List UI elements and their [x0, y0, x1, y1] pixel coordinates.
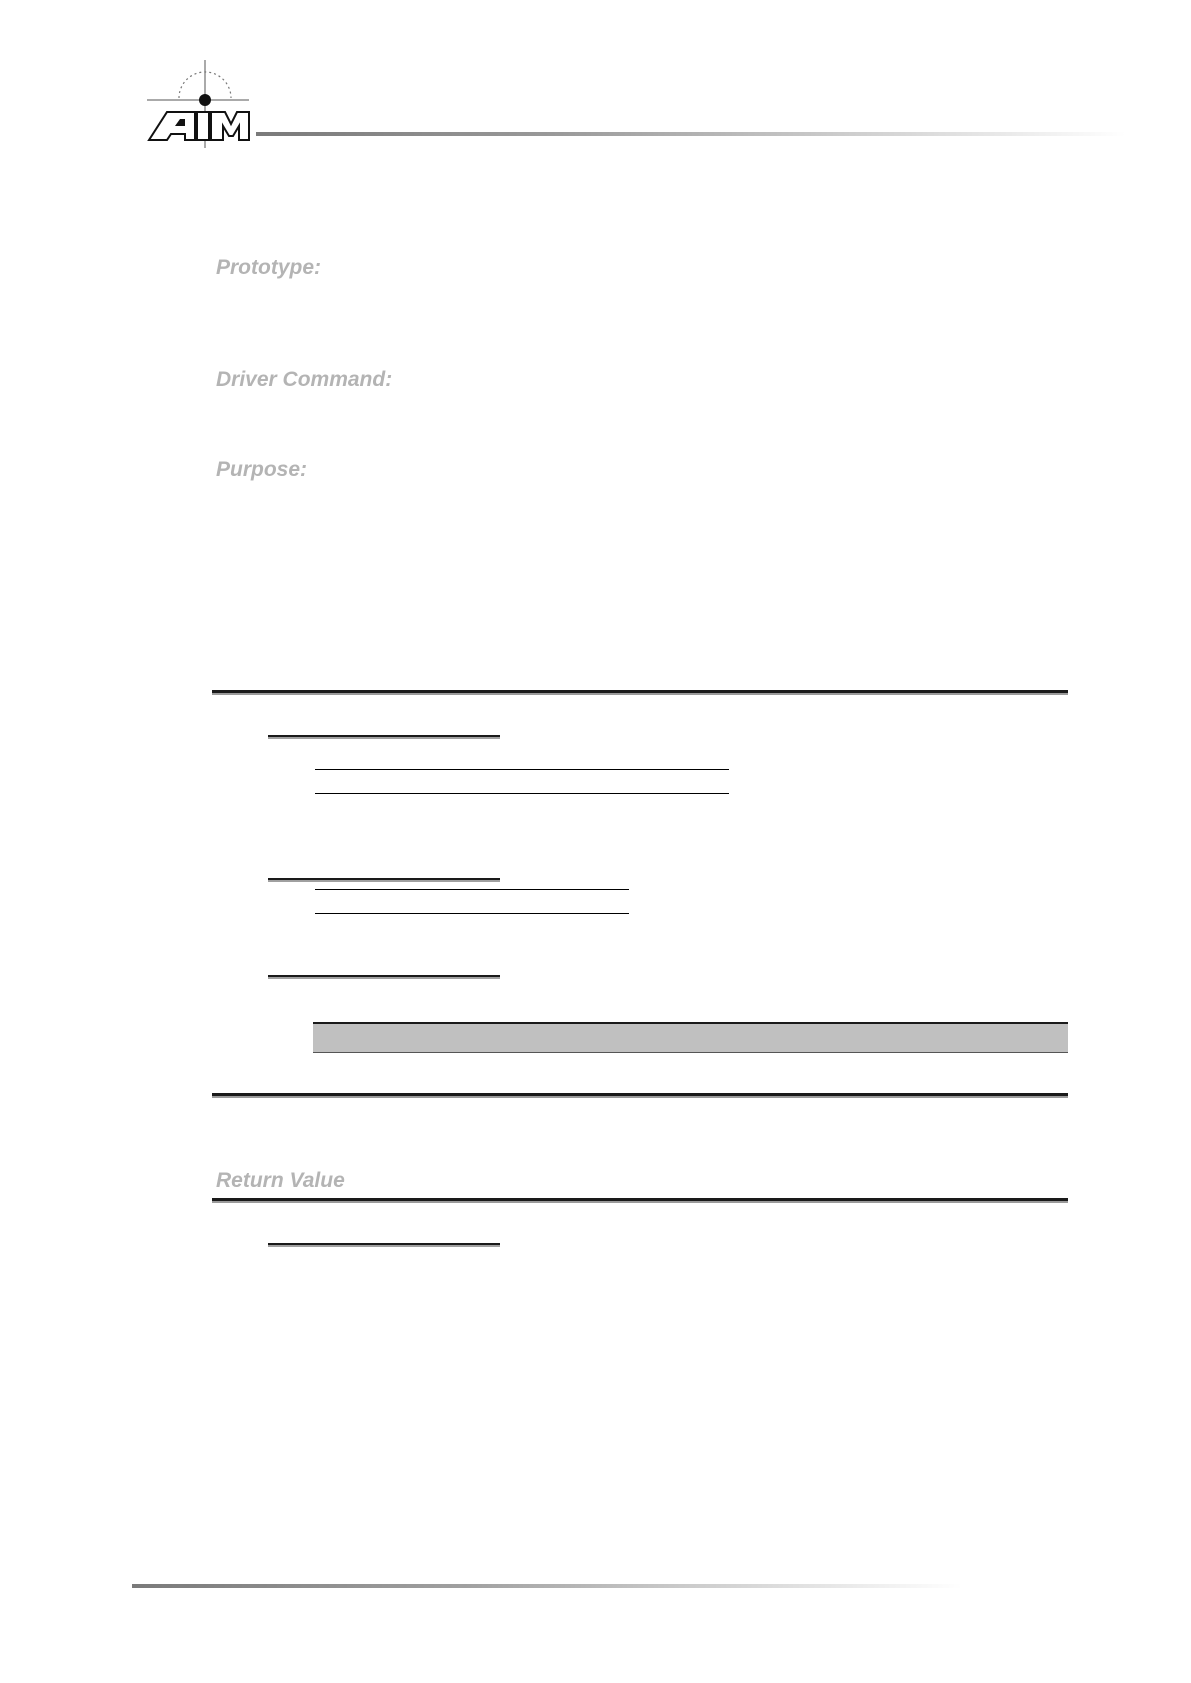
prototype-heading: Prototype:	[216, 256, 321, 279]
aim-logo-graphic	[145, 58, 255, 150]
purpose-heading: Purpose:	[216, 458, 308, 481]
param-group-rule-3	[268, 975, 500, 979]
header-rule	[256, 132, 1126, 136]
footer-rule	[132, 1584, 962, 1588]
param-table-header	[313, 1022, 1068, 1053]
aim-logo	[145, 58, 255, 150]
return-value-heading: Return Value	[216, 1169, 345, 1192]
parameters-top-rule	[212, 690, 1068, 695]
param-line-2b	[315, 913, 629, 914]
return-value-rule	[212, 1198, 1068, 1203]
param-line-1b	[315, 793, 729, 794]
param-line-2a	[315, 889, 629, 890]
parameters-bottom-rule	[212, 1093, 1068, 1098]
param-line-1a	[315, 769, 729, 770]
param-group-rule-1	[268, 735, 500, 739]
driver-command-heading: Driver Command:	[216, 368, 393, 391]
param-group-rule-2	[268, 878, 500, 882]
return-value-subrule	[268, 1243, 500, 1247]
